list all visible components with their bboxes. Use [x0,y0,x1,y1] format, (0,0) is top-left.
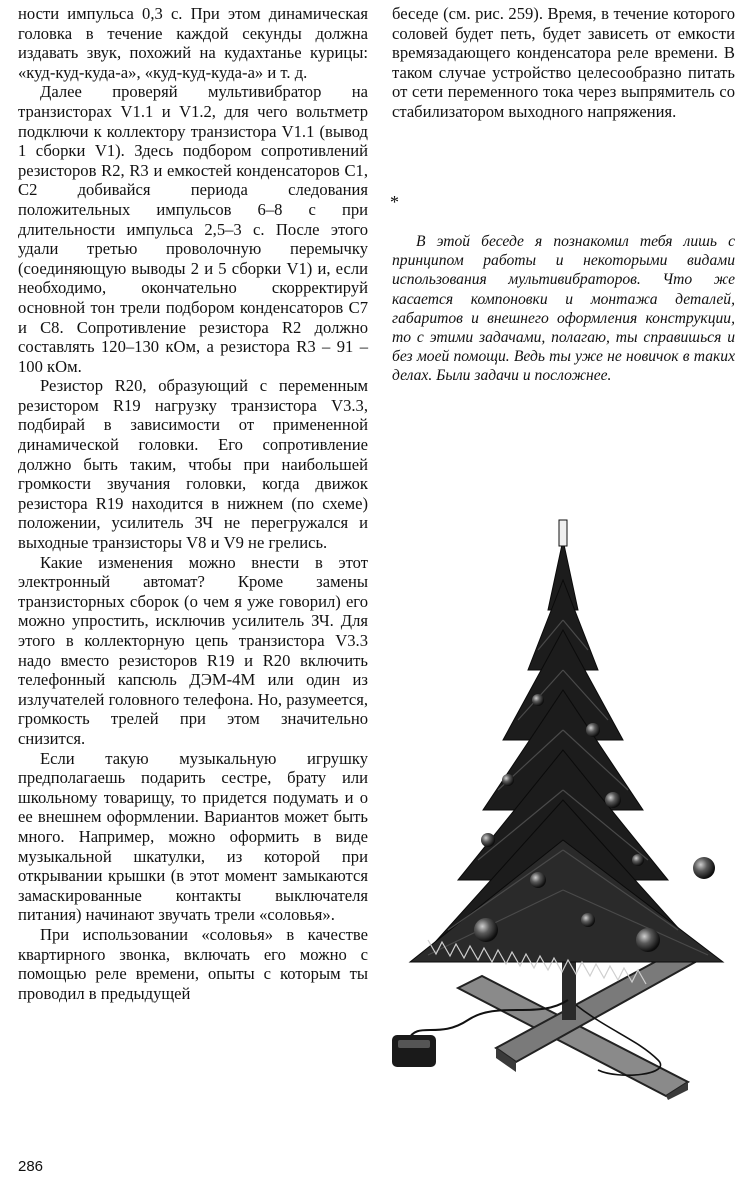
christmas-tree-illustration [388,500,738,1100]
afterword-italic: В этой беседе я познакомил тебя лишь с принципом работы и некоторыми видами использования мультивибраторов. Что же касается компоновки и монтажа деталей, габаритов и внешнего оформления конструкции, то с этими задачами, полагаю, ты справишься и без моей помощи. Ведь ты уже не новичок в таких делах. Были задачи и посложнее. [392,233,735,385]
paragraph-6: При использовании «соловья» в качестве квартирного звонка, включать его можно с помощью реле времени, опыты с которым ты проводил в предыдущей [18,924,368,1003]
left-text-column [18,4,368,1003]
page-number: 286 [18,1158,44,1175]
paragraph-right-1: беседе (см. рис. 259). Время, в течение которого соловей будет петь, будет зависеть от емкости времязадающего конденсатора реле времени. В таком случае устройство целесообразно питать от сети переменного тока через выпрямитель со стабилизатором выходного напряжения. [392,4,735,121]
right-text-column [392,4,735,122]
section-separator: * [390,192,399,212]
paragraph-3: Резистор R20, образующий с переменным резистором R19 нагрузку транзистора V3.3, подбирай в зависимости от примененной динамической головки. Его сопротивление должно быть таким, чтобы при наибольшей громкости звучания головки, когда движок резистора R19 находится в нижнем (по схеме) положении, усилитель ЗЧ не перегружался и выходные транзисторы V8 и V9 не грелись. [18,376,368,553]
paragraph-5: Если такую музыкальную игрушку предполагаешь подарить сестре, брату или школьному товарищу, то придется подумать и о ее внешнем оформлении. Вариантов может быть много. Например, можно оформить в виде музыкальной шкатулки, из которой при открывании крышки (в этот момент замыкаются замаскированные контакты выключателя питания) начинают звучать трели «соловья». [18,748,368,925]
paragraph-2: Далее проверяй мультивибратор на транзисторах V1.1 и V1.2, для чего вольтметр подключи к коллектору транзистора V1.1 (вывод 1 сборки V1). Здесь подбором сопротивлений резисторов R2, R3 и емкостей конденсаторов C1, C2 добивайся периода следования положительных импульсов 6–8 с при длительности импульса 2,5–3 с. После этого удали третью проволочную перемычку (соединяющую выводы 2 и 5 сборки V1) и, если необходимо, окончательно скорректируй основной тон трели подбором конденсаторов C7 и C8. Сопротивление резистора R2 должно составлять 120–130 кОм, а резистора R3 – 91 – 100 кОм. [18,82,368,376]
power-box [392,1035,436,1067]
tree-foliage [410,540,723,962]
paragraph-1: ности импульса 0,3 с. При этом динамическая головка в течение каждой секунды должна издавать звук, похожий на кудахтанье курицы: «куд-куд-куда-а», «куд-куд-куда-а» и т. д. [18,4,368,82]
candle-top [559,520,567,546]
tree-stand [458,944,706,1100]
paragraph-4: Какие изменения можно внести в этот электронный автомат? Кроме замены транзисторных сборок (о чем я уже говорил) его можно упростить, исключив усилитель ЗЧ. Для этого в коллекторную цепь транзистора V3.3 надо вместо резисторов R19 и R20 включить телефонный капсюль ДЭМ-4М или один из излучателей головного телефона. Но, разумеется, громкость трелей при этом значительно снизится. [18,552,368,748]
